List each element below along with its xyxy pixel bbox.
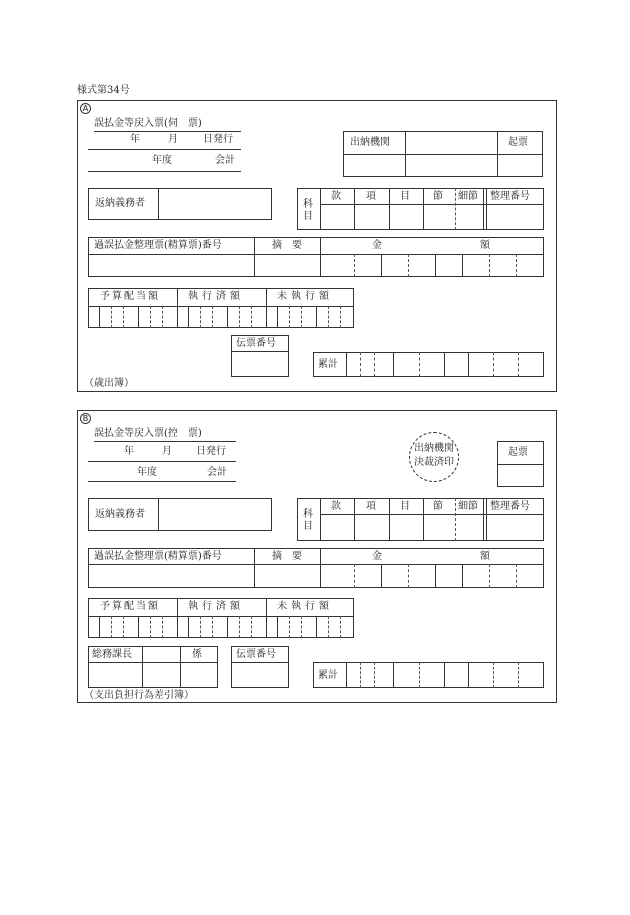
footer: （歳出簿）: [84, 378, 134, 389]
ruikei-label: 累計: [318, 359, 338, 370]
issue-day: 日発行: [196, 446, 226, 457]
account: 会計: [215, 155, 235, 166]
date-underline: [88, 149, 241, 150]
budget-col: 予算配当額: [100, 291, 160, 302]
kamoku-label: 科目: [303, 199, 313, 222]
ruikei-box: [313, 352, 544, 377]
amount-gaku: 額: [480, 551, 490, 562]
title-underline: [94, 441, 236, 442]
subject-header: 款: [331, 191, 341, 202]
issue-year: 年: [130, 134, 140, 145]
budget-col: 執行済額: [188, 291, 244, 302]
issue-month: 月: [168, 134, 178, 145]
fiscal-year: 年度: [137, 467, 157, 478]
budget-col: 予算配当額: [100, 601, 160, 612]
title-underline: [94, 131, 241, 132]
fiscal-underline: [88, 481, 236, 482]
ruikei-box: [313, 662, 544, 688]
refund-no-label: 過誤払金整理票(精算票)番号: [94, 240, 222, 251]
approver-label: 総務課長: [92, 649, 132, 660]
voucher-label: 伝票番号: [236, 649, 276, 660]
subject-header: 項: [366, 501, 376, 512]
fiscal-year: 年度: [152, 155, 172, 166]
budget-col: 未執行額: [277, 601, 333, 612]
section-b-marker: B: [80, 413, 91, 424]
stamp-line2: 決裁済印: [414, 457, 454, 468]
account: 会計: [207, 467, 227, 478]
form-number: 様式第34号: [77, 85, 130, 96]
subject-header: 細節: [458, 191, 478, 202]
tekiyo-label: 摘 要: [272, 240, 302, 251]
footer: （支出負担行為差引簿）: [84, 690, 194, 701]
voucher-label: 伝票番号: [236, 338, 276, 349]
amount-kin: 金: [372, 551, 382, 562]
obligor-label: 返納義務者: [95, 198, 145, 209]
issue-day: 日発行: [203, 134, 233, 145]
subject-header: 項: [366, 191, 376, 202]
issue-year: 年: [124, 446, 134, 457]
approver-label: 係: [192, 649, 202, 660]
refund-no-label: 過誤払金整理票(精算票)番号: [94, 551, 222, 562]
fiscal-underline: [88, 171, 241, 172]
subject-header: 節: [433, 501, 443, 512]
budget-col: 未執行額: [277, 291, 333, 302]
ruikei-label: 累計: [318, 670, 338, 681]
seiri-label: 整理番号: [490, 501, 530, 512]
title: 誤払金等戻入票(伺 票): [94, 118, 202, 129]
subject-header: 細節: [458, 501, 478, 512]
kippyo-label: 起票: [508, 137, 528, 148]
section-a-marker: A: [80, 103, 91, 114]
treasury-label: 出納機関: [350, 137, 390, 148]
kippyo-label: 起票: [508, 447, 528, 458]
subject-header: 款: [331, 501, 341, 512]
subject-header: 節: [433, 191, 443, 202]
amount-kin: 金: [372, 240, 382, 251]
date-underline: [88, 461, 236, 462]
amount-gaku: 額: [480, 240, 490, 251]
obligor-label: 返納義務者: [95, 509, 145, 520]
budget-col: 執行済額: [188, 601, 244, 612]
subject-header: 目: [400, 501, 410, 512]
kamoku-label: 科目: [303, 509, 313, 532]
tekiyo-label: 摘 要: [272, 551, 302, 562]
title: 誤払金等戻入票(控 票): [94, 428, 202, 439]
seiri-label: 整理番号: [490, 191, 530, 202]
issue-month: 月: [162, 446, 172, 457]
stamp-line1: 出納機関: [414, 443, 454, 454]
subject-header: 目: [400, 191, 410, 202]
